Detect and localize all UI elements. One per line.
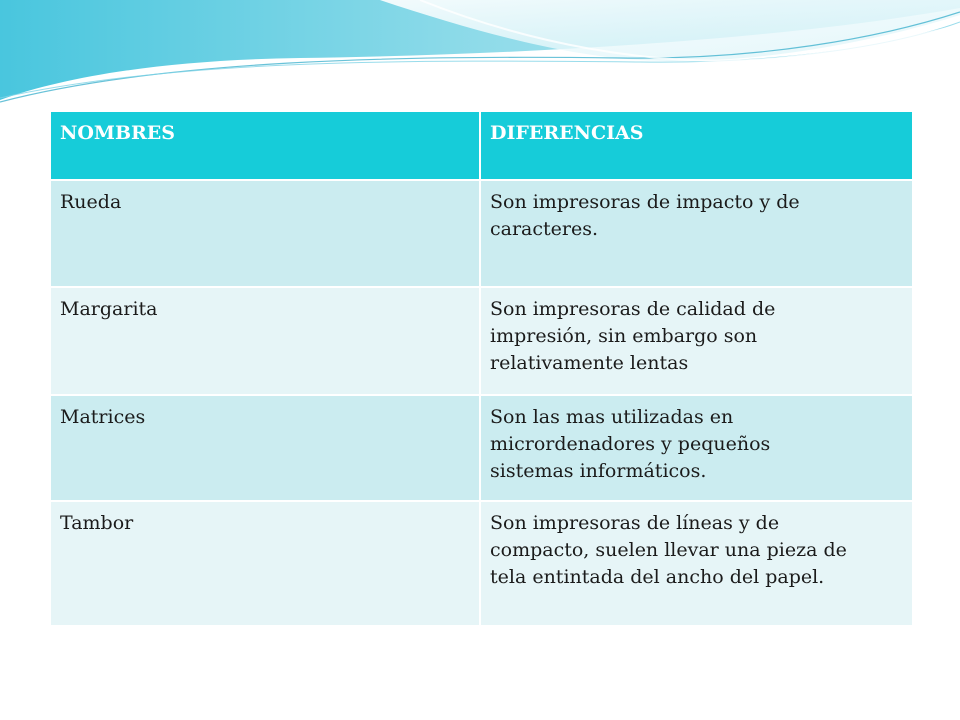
- cell-diff: [480, 287, 913, 395]
- cell-name: Rueda: [50, 180, 480, 287]
- decorative-wave-header: [0, 0, 960, 120]
- cell-diff: [480, 395, 913, 501]
- table-row: [50, 180, 913, 287]
- cell-diff-text: Son impresoras de impacto y de caracteres.: [490, 191, 800, 240]
- cell-name: Tambor: [50, 501, 480, 626]
- table-header-row: [50, 111, 913, 180]
- cell-name: Matrices: [50, 395, 480, 501]
- header-diferencias: DIFERENCIAS: [480, 111, 913, 180]
- cell-diff-text: Son impresoras de líneas y de compacto, suelen llevar una pieza de tela entintada del ancho del papel.: [490, 512, 847, 588]
- printers-table: [49, 110, 914, 627]
- cell-diff-text: Son impresoras de calidad de impresión, sin embargo son relativamente lentas: [490, 298, 776, 374]
- header-nombres: NOMBRES: [50, 111, 480, 180]
- cell-diff: [480, 501, 913, 626]
- cell-diff-text: Son las mas utilizadas en micrordenadores y pequeños sistemas informáticos.: [490, 406, 771, 482]
- table-row: [50, 501, 913, 626]
- table-row: [50, 395, 913, 501]
- table-row: [50, 287, 913, 395]
- cell-diff: [480, 180, 913, 287]
- cell-name: Margarita: [50, 287, 480, 395]
